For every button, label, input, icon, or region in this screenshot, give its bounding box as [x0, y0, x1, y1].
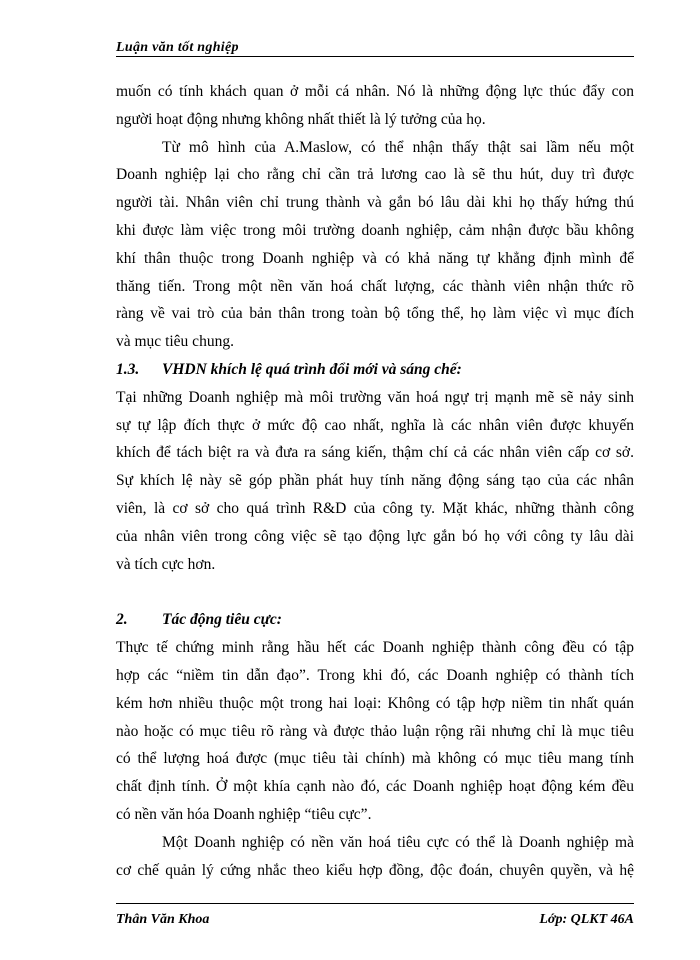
header-rule [116, 56, 634, 57]
text-line: Một Doanh nghiệp có nền văn hoá tiêu cực có thể là Doanh nghiệp mà [162, 833, 634, 851]
text-line: viên, là cơ sở cho quá trình R&D của công ty. Mặt khác, những thành công [116, 499, 634, 517]
text-line: muốn có tính khách quan ở mỗi cá nhân. Nó là những động lực thúc đẩy con [116, 83, 634, 100]
text-line: Doanh nghiệp lại cho rằng chỉ cần trả lương cao là sẽ thu hút, duy trì được [116, 166, 634, 184]
paragraph-4 [116, 634, 634, 829]
heading-number: 1.3. [116, 360, 140, 378]
text-line: khí thân thuộc trong Doanh nghiệp và có khả năng tự khẳng định mình để [116, 249, 634, 267]
footer-author: Thân Văn Khoa [116, 912, 210, 927]
text-line: ràng về vai trò của bản thân trong toàn bộ tổng thể, họ làm việc vì mục đích [116, 305, 634, 323]
text-line: thăng tiến. Trong một nền văn hoá chất lượng, các thành viên nhận thức rõ [116, 277, 634, 295]
text-line: Tại những Doanh nghiệp mà môi trường văn hoá ngự trị mạnh mẽ sẽ nảy sinh [116, 388, 634, 406]
paragraph-2 [116, 134, 634, 356]
text-line: sự tự lập đích thực ở mức độ cao nhất, nghĩa là các nhân viên được khuyến [116, 416, 634, 434]
paragraph-5 [116, 829, 634, 885]
text-line: Sự khích lệ này sẽ góp phần phát huy tính năng động sáng tạo của các nhân [116, 472, 634, 490]
text-line: hợp các “niềm tin dẫn đạo”. Trong khi đó, các Doanh nghiệp có thành tích [116, 666, 634, 684]
paragraph-1 [116, 78, 634, 134]
document-body [116, 78, 634, 884]
text-line: nào hoặc có mục tiêu rõ ràng và được thảo luận rộng rãi nhưng chỉ là mục tiêu [116, 722, 634, 740]
heading-text: VHDN khích lệ quá trình đổi mới và sáng chế: [162, 360, 462, 378]
text-line: Thực tế chứng minh rằng hầu hết các Doanh nghiệp thành công đều có tập [116, 639, 634, 657]
text-line: chất định tính. Ở một khía cạnh nào đó, các Doanh nghiệp hoạt động kém đều [116, 778, 634, 796]
text-line: cơ chế quản lý cứng nhắc theo kiểu hợp đồng, độc đoán, chuyên quyền, và hệ [116, 861, 634, 879]
text-line: người hoạt động nhưng không nhất thiết là lý tưởng của họ. [116, 110, 486, 128]
section-heading-2 [116, 606, 634, 634]
section-gap [116, 578, 634, 606]
text-line: có nền văn hóa Doanh nghiệp “tiêu cực”. [116, 805, 372, 823]
text-line: khích để tách biệt ra và đưa ra sáng kiến, thậm chí cả các nhân viên cấp cơ sở. [116, 444, 634, 462]
paragraph-3 [116, 384, 634, 579]
text-line: và mục tiêu chung. [116, 333, 234, 351]
section-heading-1-3 [116, 356, 634, 384]
text-line: kém hơn nhiều thuộc một trong hai loại: Không có tập hợp niềm tin nhất quán [116, 694, 634, 712]
footer-rule [116, 903, 634, 904]
text-line: và tích cực hơn. [116, 555, 216, 573]
text-line: của nhân viên trong công việc sẽ tạo động lực gắn bó họ với công ty lâu dài [116, 527, 634, 545]
header-title: Luận văn tốt nghiệp [116, 40, 239, 55]
heading-number: 2. [116, 611, 128, 629]
text-line: Từ mô hình của A.Maslow, có thể nhận thấy thật sai lầm nếu một [162, 138, 634, 156]
heading-text: Tác động tiêu cực: [162, 611, 282, 629]
text-line: người tài. Nhân viên chỉ trung thành và gắn bó lâu dài khi họ thấy hứng thú [116, 194, 634, 212]
footer-class: Lớp: QLKT 46A [539, 912, 634, 927]
text-line: có thể lượng hoá được (mục tiêu tài chính) mà không có mục tiêu mang tính [116, 750, 634, 768]
text-line: khi được làm việc trong môi trường doanh nghiệp, cảm nhận được bầu không [116, 221, 634, 239]
